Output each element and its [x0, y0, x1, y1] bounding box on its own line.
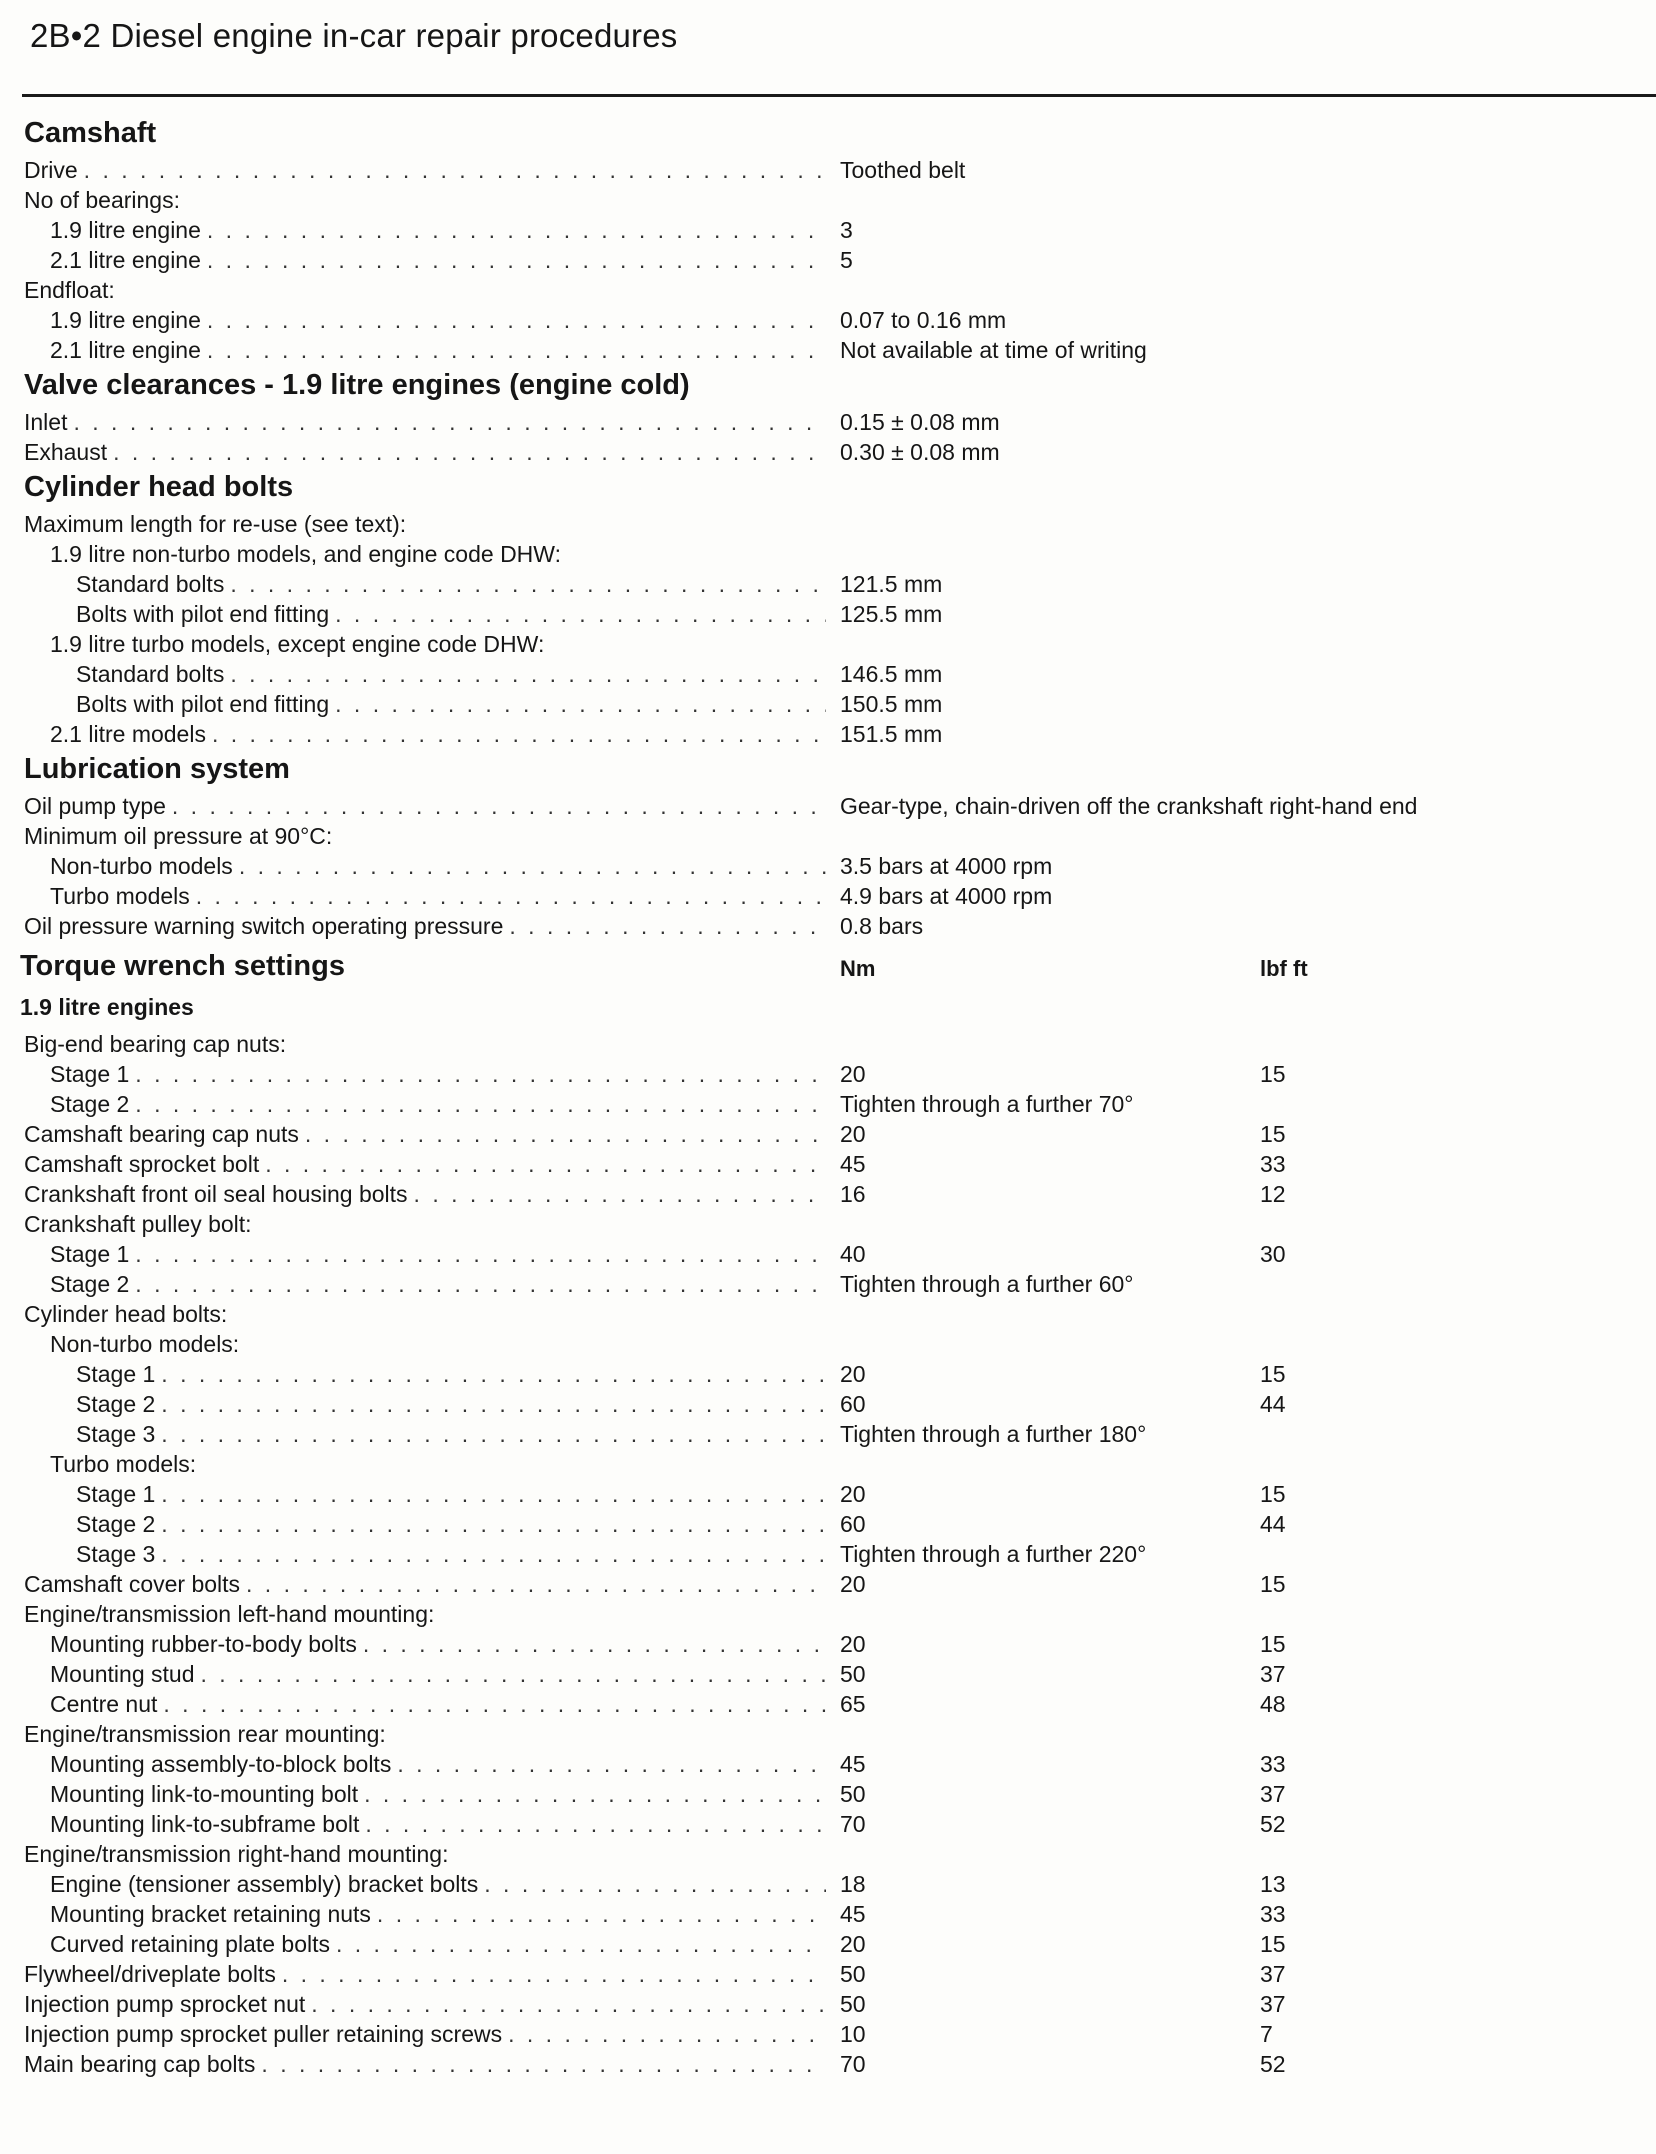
torque-label: Crankshaft pulley bolt:	[24, 1211, 252, 1237]
torque-row	[0, 2048, 1656, 2078]
torque-row	[0, 1478, 1656, 1508]
column-header-lbf-ft: lbf ft	[1260, 956, 1308, 981]
torque-label: Turbo models:	[50, 1451, 197, 1477]
torque-row	[0, 1928, 1656, 1958]
spec-label: No of bearings:	[24, 187, 180, 213]
leader-dots	[414, 1180, 826, 1208]
torque-value-lbf-ft: 13	[1260, 1871, 1286, 1897]
leader-dots	[246, 1570, 826, 1598]
spec-label: Exhaust	[24, 439, 108, 465]
torque-label: Mounting link-to-subframe bolt	[50, 1811, 360, 1837]
leader-dots	[207, 216, 826, 244]
leader-dots	[239, 852, 826, 880]
torque-value-nm: 70	[840, 2051, 866, 2077]
torque-row	[0, 1388, 1656, 1418]
leader-dots	[282, 1960, 826, 1988]
torque-row	[0, 1508, 1656, 1538]
spec-label: Endfloat:	[24, 277, 115, 303]
torque-value-lbf-ft: 33	[1260, 1151, 1286, 1177]
spec-row	[0, 910, 1656, 940]
torque-value-nm: 65	[840, 1691, 866, 1717]
torque-value-lbf-ft: 33	[1260, 1901, 1286, 1927]
leader-dots	[364, 1780, 826, 1808]
spec-label: Non-turbo models	[50, 853, 233, 879]
torque-group-label	[0, 1598, 1656, 1628]
leader-dots	[377, 1900, 826, 1928]
leader-dots	[508, 2020, 826, 2048]
spec-label: 1.9 litre turbo models, except engine code DHW:	[50, 631, 545, 657]
torque-value-lbf-ft: 7	[1260, 2021, 1273, 2047]
torque-value-nm: 45	[840, 1901, 866, 1927]
torque-row	[0, 1268, 1656, 1298]
spec-row	[0, 304, 1656, 334]
torque-value-lbf-ft: 52	[1260, 2051, 1286, 2077]
leader-dots	[200, 1660, 826, 1688]
torque-value-nm: 20	[840, 1931, 866, 1957]
spec-value: 0.30 ± 0.08 mm	[840, 439, 1000, 465]
spec-label: 2.1 litre engine	[50, 247, 201, 273]
leader-dots	[161, 1390, 826, 1418]
torque-value-nm: 60	[840, 1511, 866, 1537]
spec-value: 125.5 mm	[840, 601, 943, 627]
section-title-cylinder-head-bolts: Cylinder head bolts	[24, 471, 294, 503]
torque-row	[0, 1238, 1656, 1268]
spec-group-label	[0, 274, 1656, 304]
torque-label: Centre nut	[50, 1691, 158, 1717]
section-title-camshaft: Camshaft	[24, 117, 157, 149]
torque-row	[0, 1118, 1656, 1148]
torque-label: Mounting link-to-mounting bolt	[50, 1781, 359, 1807]
leader-dots	[196, 882, 826, 910]
spec-label: Bolts with pilot end fitting	[76, 691, 330, 717]
leader-dots	[161, 1510, 826, 1538]
spec-value: 0.15 ± 0.08 mm	[840, 409, 1000, 435]
spec-label: 2.1 litre models	[50, 721, 206, 747]
torque-row	[0, 2018, 1656, 2048]
torque-label: Stage 1	[50, 1061, 130, 1087]
leader-dots	[484, 1870, 826, 1898]
spec-row	[0, 598, 1656, 628]
spec-label: 1.9 litre engine	[50, 307, 201, 333]
leader-dots	[305, 1120, 826, 1148]
torque-value-nm: 50	[840, 1661, 866, 1687]
torque-label: Mounting rubber-to-body bolts	[50, 1631, 357, 1657]
spec-row	[0, 406, 1656, 436]
torque-label: Camshaft cover bolts	[24, 1571, 241, 1597]
torque-label: Engine/transmission right-hand mounting:	[24, 1841, 449, 1867]
spec-value: Toothed belt	[840, 157, 966, 183]
torque-row	[0, 1418, 1656, 1448]
torque-row	[0, 1868, 1656, 1898]
leader-dots	[135, 1090, 826, 1118]
spec-value: 0.8 bars	[840, 913, 924, 939]
torque-value-nm: 20	[840, 1571, 866, 1597]
torque-label: Engine (tensioner assembly) bracket bolts	[50, 1871, 479, 1897]
torque-value-lbf-ft: 37	[1260, 1781, 1286, 1807]
spec-label: Inlet	[24, 409, 68, 435]
torque-value-nm: 16	[840, 1181, 866, 1207]
spec-row	[0, 244, 1656, 274]
torque-value-lbf-ft: 37	[1260, 1661, 1286, 1687]
leader-dots	[397, 1750, 826, 1778]
section-title-torque: Torque wrench settings	[20, 950, 345, 982]
torque-label: Stage 2	[50, 1271, 130, 1297]
leader-dots	[172, 792, 826, 820]
torque-value-lbf-ft: 33	[1260, 1751, 1286, 1777]
spec-value: 150.5 mm	[840, 691, 943, 717]
torque-header-row	[0, 940, 1656, 986]
torque-row	[0, 1778, 1656, 1808]
leader-dots	[161, 1480, 826, 1508]
spec-row	[0, 688, 1656, 718]
torque-label: Mounting bracket retaining nuts	[50, 1901, 371, 1927]
torque-label: Cylinder head bolts:	[24, 1301, 228, 1327]
spec-label: Oil pump type	[24, 793, 166, 819]
spec-group-label	[0, 538, 1656, 568]
leader-dots	[207, 336, 826, 364]
torque-value-nm: 20	[840, 1121, 866, 1147]
torque-value-nm: 20	[840, 1361, 866, 1387]
torque-row	[0, 1178, 1656, 1208]
spec-row	[0, 658, 1656, 688]
torque-label: Stage 3	[76, 1541, 156, 1567]
torque-label: Stage 2	[76, 1391, 156, 1417]
torque-group-label	[0, 1838, 1656, 1868]
torque-value-lbf-ft: 15	[1260, 1481, 1286, 1507]
torque-value-nm: Tighten through a further 220°	[840, 1541, 1147, 1567]
spec-label: Maximum length for re-use (see text):	[24, 511, 407, 537]
leader-dots	[230, 660, 826, 688]
spec-group-label	[0, 184, 1656, 214]
torque-value-lbf-ft: 37	[1260, 1991, 1286, 2017]
torque-label: Stage 1	[50, 1241, 130, 1267]
leader-dots	[265, 1150, 826, 1178]
torque-label: Stage 2	[50, 1091, 130, 1117]
spec-label: Minimum oil pressure at 90°C:	[24, 823, 333, 849]
leader-dots	[113, 438, 826, 466]
torque-row	[0, 1088, 1656, 1118]
torque-value-nm: 50	[840, 1781, 866, 1807]
torque-value-lbf-ft: 30	[1260, 1241, 1286, 1267]
torque-value-nm: 50	[840, 1961, 866, 1987]
spec-value: 151.5 mm	[840, 721, 943, 747]
torque-value-nm: 45	[840, 1751, 866, 1777]
torque-group-label	[0, 1328, 1656, 1358]
torque-value-lbf-ft: 15	[1260, 1061, 1286, 1087]
torque-group-label	[0, 1718, 1656, 1748]
torque-value-nm: Tighten through a further 60°	[840, 1271, 1134, 1297]
leader-dots	[135, 1240, 826, 1268]
torque-value-nm: 20	[840, 1481, 866, 1507]
spec-label: Standard bolts	[76, 661, 225, 687]
torque-row	[0, 1538, 1656, 1568]
torque-label: Mounting assembly-to-block bolts	[50, 1751, 392, 1777]
spec-group-label	[0, 508, 1656, 538]
torque-value-lbf-ft: 44	[1260, 1511, 1286, 1537]
torque-value-lbf-ft: 44	[1260, 1391, 1286, 1417]
spec-row	[0, 850, 1656, 880]
leader-dots	[212, 720, 826, 748]
torque-row	[0, 1958, 1656, 1988]
torque-row	[0, 1058, 1656, 1088]
leader-dots	[230, 570, 826, 598]
torque-label: Engine/transmission rear mounting:	[24, 1721, 386, 1747]
header-rule	[22, 94, 1656, 97]
leader-dots	[509, 912, 826, 940]
spec-value: 3	[840, 217, 853, 243]
torque-value-lbf-ft: 48	[1260, 1691, 1286, 1717]
torque-row	[0, 1568, 1656, 1598]
subsection-1-9-litre-engines: 1.9 litre engines	[20, 994, 194, 1020]
spec-value: 0.07 to 0.16 mm	[840, 307, 1007, 333]
leader-dots	[135, 1060, 826, 1088]
torque-value-nm: 10	[840, 2021, 866, 2047]
torque-label: Stage 3	[76, 1421, 156, 1447]
spec-row	[0, 334, 1656, 364]
spec-group-label	[0, 628, 1656, 658]
leader-dots	[161, 1540, 826, 1568]
leader-dots	[207, 306, 826, 334]
torque-value-lbf-ft: 15	[1260, 1631, 1286, 1657]
torque-label: Big-end bearing cap nuts:	[24, 1031, 287, 1057]
torque-label: Camshaft bearing cap nuts	[24, 1121, 299, 1147]
section-title-lubrication: Lubrication system	[24, 753, 290, 785]
spec-value: 121.5 mm	[840, 571, 943, 597]
spec-label: Drive	[24, 157, 78, 183]
torque-value-lbf-ft: 15	[1260, 1121, 1286, 1147]
torque-value-nm: 60	[840, 1391, 866, 1417]
torque-row	[0, 1688, 1656, 1718]
torque-value-nm: 40	[840, 1241, 866, 1267]
spec-row	[0, 718, 1656, 748]
torque-value-nm: 20	[840, 1061, 866, 1087]
spec-value: 5	[840, 247, 853, 273]
spec-value: 3.5 bars at 4000 rpm	[840, 853, 1053, 879]
torque-value-lbf-ft: 52	[1260, 1811, 1286, 1837]
leader-dots	[207, 246, 826, 274]
torque-label: Curved retaining plate bolts	[50, 1931, 330, 1957]
spec-label: 1.9 litre engine	[50, 217, 201, 243]
torque-value-nm: Tighten through a further 70°	[840, 1091, 1134, 1117]
leader-dots	[135, 1270, 826, 1298]
torque-table	[0, 1028, 1656, 2078]
spec-value: Gear-type, chain-driven off the crankshaft right-hand end	[840, 793, 1418, 819]
torque-row	[0, 1898, 1656, 1928]
spec-row	[0, 214, 1656, 244]
spec-row	[0, 790, 1656, 820]
torque-group-label	[0, 1208, 1656, 1238]
torque-row	[0, 1358, 1656, 1388]
torque-value-lbf-ft: 37	[1260, 1961, 1286, 1987]
spec-label: Turbo models	[50, 883, 190, 909]
torque-value-lbf-ft: 12	[1260, 1181, 1286, 1207]
torque-value-nm: 18	[840, 1871, 866, 1897]
torque-group-label	[0, 1028, 1656, 1058]
torque-label: Main bearing cap bolts	[24, 2051, 256, 2077]
spec-row	[0, 436, 1656, 466]
torque-row	[0, 1628, 1656, 1658]
leader-dots	[73, 408, 826, 436]
spec-label: 1.9 litre non-turbo models, and engine code DHW:	[50, 541, 561, 567]
leader-dots	[335, 690, 826, 718]
torque-label: Non-turbo models:	[50, 1331, 240, 1357]
torque-row	[0, 1988, 1656, 2018]
leader-dots	[161, 1420, 826, 1448]
spec-label: Standard bolts	[76, 571, 225, 597]
spec-value: Not available at time of writing	[840, 337, 1147, 363]
column-header-nm: Nm	[840, 956, 876, 981]
leader-dots	[363, 1630, 826, 1658]
spec-value: 4.9 bars at 4000 rpm	[840, 883, 1053, 909]
spec-group-label	[0, 820, 1656, 850]
torque-row	[0, 1658, 1656, 1688]
torque-label: Mounting stud	[50, 1661, 195, 1687]
torque-label: Crankshaft front oil seal housing bolts	[24, 1181, 408, 1207]
spec-label: 2.1 litre engine	[50, 337, 201, 363]
leader-dots	[261, 2050, 826, 2078]
spec-row	[0, 154, 1656, 184]
section-title-valve-clearances: Valve clearances - 1.9 litre engines (engine cold)	[24, 369, 690, 401]
spec-value: 146.5 mm	[840, 661, 943, 687]
spec-label: Oil pressure warning switch operating pressure	[24, 913, 504, 939]
leader-dots	[311, 1990, 826, 2018]
leader-dots	[336, 1930, 826, 1958]
torque-label: Camshaft sprocket bolt	[24, 1151, 260, 1177]
torque-label: Stage 2	[76, 1511, 156, 1537]
spec-content	[0, 112, 1656, 2078]
torque-label: Engine/transmission left-hand mounting:	[24, 1601, 435, 1627]
leader-dots	[365, 1810, 826, 1838]
torque-value-nm: 50	[840, 1991, 866, 2017]
leader-dots	[163, 1690, 826, 1718]
torque-value-nm: 45	[840, 1151, 866, 1177]
torque-group-label	[0, 1298, 1656, 1328]
torque-label: Injection pump sprocket puller retaining screws	[24, 2021, 503, 2047]
torque-value-nm: 70	[840, 1811, 866, 1837]
torque-group-label	[0, 1448, 1656, 1478]
leader-dots	[161, 1360, 826, 1388]
torque-value-nm: Tighten through a further 180°	[840, 1421, 1147, 1447]
torque-row	[0, 1808, 1656, 1838]
spec-row	[0, 568, 1656, 598]
torque-row	[0, 1748, 1656, 1778]
spec-label: Bolts with pilot end fitting	[76, 601, 330, 627]
torque-label: Stage 1	[76, 1481, 156, 1507]
torque-value-lbf-ft: 15	[1260, 1931, 1286, 1957]
torque-value-lbf-ft: 15	[1260, 1361, 1286, 1387]
leader-dots	[84, 156, 826, 184]
spec-row	[0, 880, 1656, 910]
torque-label: Injection pump sprocket nut	[24, 1991, 306, 2017]
page-header-title: 2B•2 Diesel engine in-car repair procedures	[30, 17, 678, 54]
leader-dots	[335, 600, 826, 628]
torque-label: Flywheel/driveplate bolts	[24, 1961, 276, 1987]
torque-row	[0, 1148, 1656, 1178]
torque-value-nm: 20	[840, 1631, 866, 1657]
torque-value-lbf-ft: 15	[1260, 1571, 1286, 1597]
torque-label: Stage 1	[76, 1361, 156, 1387]
